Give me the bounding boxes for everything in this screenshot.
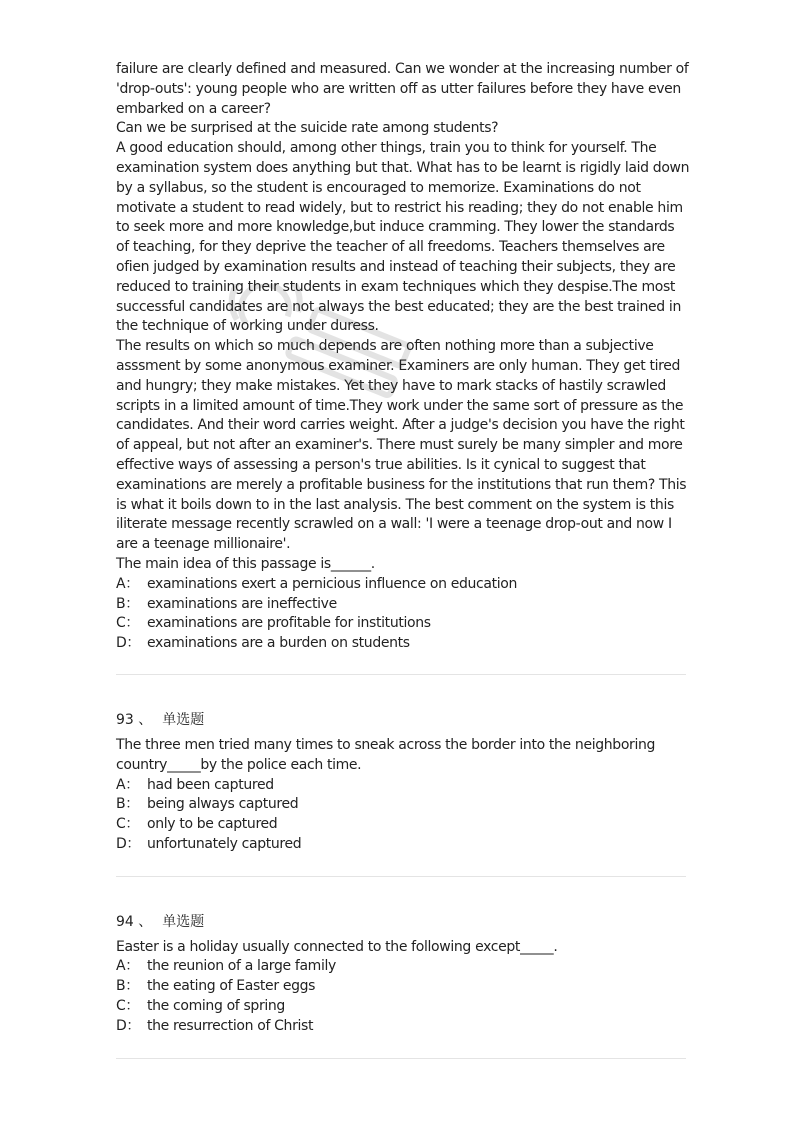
question-93-header	[116, 710, 688, 730]
option-a[interactable]: A： had been captured	[116, 776, 274, 793]
passage-line: of teaching, for they deprive the teacher of all freedoms. Teachers themselves are	[116, 239, 665, 256]
question-line: The three men tried many times to sneak across the border into the neighboring	[116, 736, 656, 753]
divider	[116, 674, 686, 675]
passage-line: 'drop-outs': young people who are written off as utter failures before they have even	[116, 80, 681, 97]
passage-line: to seek more and more knowledge,but induce cramming. They lower the standards	[116, 219, 675, 236]
passage-line: the technique of working under duress.	[116, 318, 379, 335]
passage-line: successful candidates are not always the best educated; they are the best trained in	[116, 298, 681, 315]
question-number: 93 、	[116, 711, 153, 728]
passage-line: ofien judged by examination results and instead of teaching their subjects, they are	[116, 258, 676, 275]
question-94-stem	[116, 938, 688, 958]
question-93-stem	[116, 736, 688, 776]
answer-options	[116, 776, 688, 855]
option-d[interactable]: D： the resurrection of Christ	[116, 1017, 314, 1034]
answer-options	[116, 575, 688, 654]
passage-line: candidates. And their word carries weight. After a judge's decision you have the right	[116, 417, 685, 434]
passage-line: of appeal, but not after an examiner's. There must surely be many simpler and more	[116, 437, 683, 454]
passage-line: embarked on a career?	[116, 100, 271, 117]
option-c[interactable]: C： only to be captured	[116, 816, 278, 833]
question-type: 单选题	[162, 711, 205, 728]
passage-line: failure are clearly defined and measured. Can we wonder at the increasing number of	[116, 61, 689, 77]
passage-line: by a syllabus, so the student is encouraged to memorize. Examinations do not	[116, 179, 641, 196]
question-prompt: The main idea of this passage is______.	[116, 555, 375, 572]
option-a[interactable]: A： the reunion of a large family	[116, 958, 336, 975]
passage-line: A good education should, among other things, train you to think for yourself. The	[116, 140, 657, 157]
answer-options	[116, 957, 688, 1036]
passage-line: are a teenage millionaire'.	[116, 536, 291, 553]
passage-line: and hungry; they make mistakes. Yet they have to mark stacks of hastily scrawled	[116, 377, 666, 394]
passage-line: examinations are merely a profitable business for the institutions that run them? This	[116, 476, 687, 493]
question-line: Easter is a holiday usually connected to the following except_____.	[116, 938, 558, 955]
passage-line: reduced to training their students in exam techniques which they despise.The most	[116, 278, 676, 295]
passage-line: motivate a student to read widely, but to restrict his reading; they do not enable him	[116, 199, 683, 216]
passage-line: is what it boils down to in the last analysis. The best comment on the system is this	[116, 496, 674, 513]
passage-line: iliterate message recently scrawled on a wall: 'I were a teenage drop-out and now I	[116, 516, 672, 533]
option-c[interactable]: C： the coming of spring	[116, 998, 285, 1015]
document-page	[116, 60, 688, 1059]
option-b[interactable]: B： the eating of Easter eggs	[116, 978, 316, 995]
passage-line: The results on which so much depends are often nothing more than a subjective	[116, 338, 654, 355]
option-a[interactable]: A： examinations exert a pernicious influence on education	[116, 575, 518, 592]
divider	[116, 1058, 686, 1059]
passage-line: asssment by some anonymous examiner. Examiners are only human. They get tired	[116, 357, 681, 374]
question-94-header	[116, 912, 688, 932]
option-b[interactable]: B： being always captured	[116, 796, 299, 813]
option-d[interactable]: D： unfortunately captured	[116, 835, 302, 852]
passage-line: Can we be surprised at the suicide rate among students?	[116, 120, 499, 137]
passage-line: scripts in a limited amount of time.They work under the same sort of pressure as the	[116, 397, 684, 414]
passage-line: effective ways of assessing a person's true abilities. Is it cynical to suggest that	[116, 456, 646, 473]
passage-text	[116, 60, 688, 575]
question-number: 94 、	[116, 913, 153, 930]
passage-line: examination system does anything but that. What has to be learnt is rigidly laid down	[116, 159, 690, 176]
question-type: 单选题	[162, 913, 205, 930]
option-c[interactable]: C： examinations are profitable for institutions	[116, 615, 431, 632]
question-line: country_____by the police each time.	[116, 756, 362, 773]
divider	[116, 876, 686, 877]
option-d[interactable]: D： examinations are a burden on students	[116, 635, 410, 652]
option-b[interactable]: B： examinations are ineffective	[116, 595, 337, 612]
